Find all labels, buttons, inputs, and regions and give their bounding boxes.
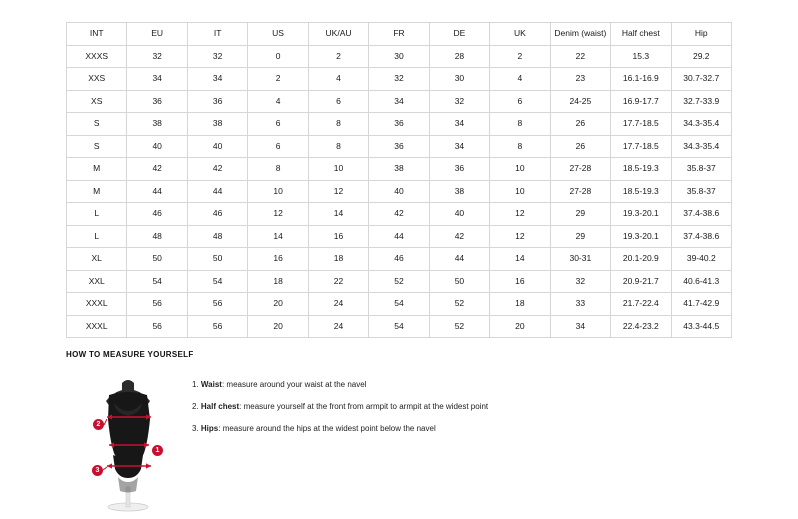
cell: 4 [308,68,368,91]
size-chart-table [66,22,732,338]
cell: 38 [187,113,247,136]
table-row [67,315,732,338]
note-half-chest [192,401,488,413]
note-number: 3. [192,424,199,433]
cell: 34 [187,68,247,91]
cell: 2 [490,45,550,68]
cell: 56 [127,293,187,316]
cell: 8 [308,135,368,158]
cell: 42 [369,203,429,226]
note-term: Half chest [200,402,240,411]
cell: S [67,135,127,158]
column-header: EU [127,23,187,46]
cell: 50 [127,248,187,271]
cell: 36 [187,90,247,113]
cell: 12 [490,225,550,248]
cell: M [67,158,127,181]
cell: 40 [369,180,429,203]
badge-half-chest: 2 [93,419,104,430]
cell: 4 [248,90,308,113]
mannequin-figure [66,369,186,514]
cell: 8 [490,135,550,158]
cell: 40.6-41.3 [671,270,731,293]
table-row [67,158,732,181]
measure-body [66,369,746,514]
cell: 17.7-18.5 [611,135,671,158]
cell: 10 [490,180,550,203]
table-row [67,203,732,226]
table-row [67,90,732,113]
cell: 52 [429,315,489,338]
cell: 32 [550,270,610,293]
cell: 18 [248,270,308,293]
cell: 29 [550,203,610,226]
cell: XXXS [67,45,127,68]
cell: 56 [187,293,247,316]
cell: 30.7-32.7 [671,68,731,91]
cell: 10 [308,158,368,181]
cell: 40 [429,203,489,226]
cell: 38 [429,180,489,203]
cell: 18 [308,248,368,271]
cell: 8 [308,113,368,136]
cell: 34 [127,68,187,91]
cell: 30 [369,45,429,68]
column-header: Denim (waist) [550,23,610,46]
cell: 29 [550,225,610,248]
cell: 52 [429,293,489,316]
cell: 40 [187,135,247,158]
table-row [67,270,732,293]
cell: 27-28 [550,158,610,181]
cell: 44 [187,180,247,203]
note-waist [192,379,488,391]
cell: 20 [248,315,308,338]
cell: 22 [550,45,610,68]
cell: 19.3-20.1 [611,225,671,248]
cell: 44 [429,248,489,271]
table-row [67,225,732,248]
cell: 48 [187,225,247,248]
cell: XL [67,248,127,271]
cell: 14 [490,248,550,271]
column-header: US [248,23,308,46]
cell: 46 [127,203,187,226]
cell: 32 [429,90,489,113]
cell: 19.3-20.1 [611,203,671,226]
cell: 12 [490,203,550,226]
cell: XXXL [67,315,127,338]
cell: 32 [187,45,247,68]
cell: 32 [127,45,187,68]
cell: 28 [429,45,489,68]
cell: 35.8-37 [671,180,731,203]
cell: 36 [127,90,187,113]
cell: S [67,113,127,136]
note-text: : measure around the hips at the widest point below the navel [218,424,436,433]
column-header: UK [490,23,550,46]
column-header: UK/AU [308,23,368,46]
table-row [67,135,732,158]
cell: 33 [550,293,610,316]
cell: 8 [248,158,308,181]
note-number: 2. [192,402,199,411]
cell: 2 [248,68,308,91]
column-header: Hip [671,23,731,46]
cell: 44 [127,180,187,203]
cell: 18.5-19.3 [611,158,671,181]
cell: 14 [308,203,368,226]
cell: 16.9-17.7 [611,90,671,113]
cell: 54 [127,270,187,293]
cell: 10 [248,180,308,203]
cell: 48 [127,225,187,248]
cell: L [67,203,127,226]
cell: 4 [490,68,550,91]
table-row [67,68,732,91]
cell: 36 [429,158,489,181]
cell: 42 [127,158,187,181]
cell: 34 [429,113,489,136]
cell: 26 [550,113,610,136]
cell: 18 [490,293,550,316]
badge-hips: 3 [92,465,103,476]
cell: 20.1-20.9 [611,248,671,271]
cell: 21.7-22.4 [611,293,671,316]
cell: XXL [67,270,127,293]
cell: 43.3-44.5 [671,315,731,338]
cell: M [67,180,127,203]
table-row [67,45,732,68]
cell: XXXL [67,293,127,316]
cell: XXS [67,68,127,91]
cell: 34.3-35.4 [671,113,731,136]
cell: 6 [308,90,368,113]
cell: 18.5-19.3 [611,180,671,203]
cell: 35.8-37 [671,158,731,181]
cell: 20 [490,315,550,338]
cell: 46 [187,203,247,226]
table-row [67,113,732,136]
column-header: DE [429,23,489,46]
cell: 6 [248,135,308,158]
table-row [67,248,732,271]
cell: 39-40.2 [671,248,731,271]
note-number: 1. [192,380,199,389]
cell: 24 [308,293,368,316]
cell: 24-25 [550,90,610,113]
cell: XS [67,90,127,113]
cell: 38 [127,113,187,136]
cell: 54 [369,293,429,316]
cell: 14 [248,225,308,248]
cell: 34.3-35.4 [671,135,731,158]
note-text: : measure yourself at the front from armpit to armpit at the widest point [239,402,489,411]
cell: 12 [248,203,308,226]
cell: 20.9-21.7 [611,270,671,293]
mannequin-illustration [66,369,186,514]
cell: 40 [127,135,187,158]
cell: 2 [308,45,368,68]
cell: 36 [369,135,429,158]
cell: 16.1-16.9 [611,68,671,91]
cell: 30 [429,68,489,91]
cell: 10 [490,158,550,181]
cell: 37.4-38.6 [671,203,731,226]
cell: 44 [369,225,429,248]
measurement-notes [192,369,488,445]
cell: 41.7-42.9 [671,293,731,316]
column-header: Half chest [611,23,671,46]
cell: 20 [248,293,308,316]
column-header: INT [67,23,127,46]
table-header-row [67,23,732,46]
cell: 6 [248,113,308,136]
cell: 16 [490,270,550,293]
cell: 16 [308,225,368,248]
cell: 32.7-33.9 [671,90,731,113]
note-text: : measure around your waist at the navel [221,380,367,389]
cell: 52 [369,270,429,293]
badge-waist: 1 [152,445,163,456]
cell: 22 [308,270,368,293]
cell: 50 [187,248,247,271]
cell: 38 [369,158,429,181]
cell: 34 [369,90,429,113]
cell: 8 [490,113,550,136]
note-hips [192,423,488,435]
note-term: Waist [200,380,222,389]
cell: 17.7-18.5 [611,113,671,136]
section-title: HOW TO MEASURE YOURSELF [66,350,194,359]
table-row [67,180,732,203]
cell: 12 [308,180,368,203]
cell: 24 [308,315,368,338]
table-row [67,293,732,316]
cell: 34 [550,315,610,338]
cell: 29.2 [671,45,731,68]
cell: 36 [369,113,429,136]
cell: 54 [187,270,247,293]
cell: 15.3 [611,45,671,68]
column-header: FR [369,23,429,46]
cell: 6 [490,90,550,113]
cell: 30-31 [550,248,610,271]
note-term: Hips [200,424,219,433]
cell: 56 [187,315,247,338]
cell: 32 [369,68,429,91]
column-header: IT [187,23,247,46]
cell: 46 [369,248,429,271]
cell: 56 [127,315,187,338]
cell: 27-28 [550,180,610,203]
cell: 23 [550,68,610,91]
cell: 22.4-23.2 [611,315,671,338]
cell: 42 [187,158,247,181]
cell: 42 [429,225,489,248]
cell: 37.4-38.6 [671,225,731,248]
cell: 26 [550,135,610,158]
cell: 16 [248,248,308,271]
how-to-measure-section [66,350,746,514]
cell: 34 [429,135,489,158]
cell: 50 [429,270,489,293]
cell: 0 [248,45,308,68]
cell: L [67,225,127,248]
cell: 54 [369,315,429,338]
